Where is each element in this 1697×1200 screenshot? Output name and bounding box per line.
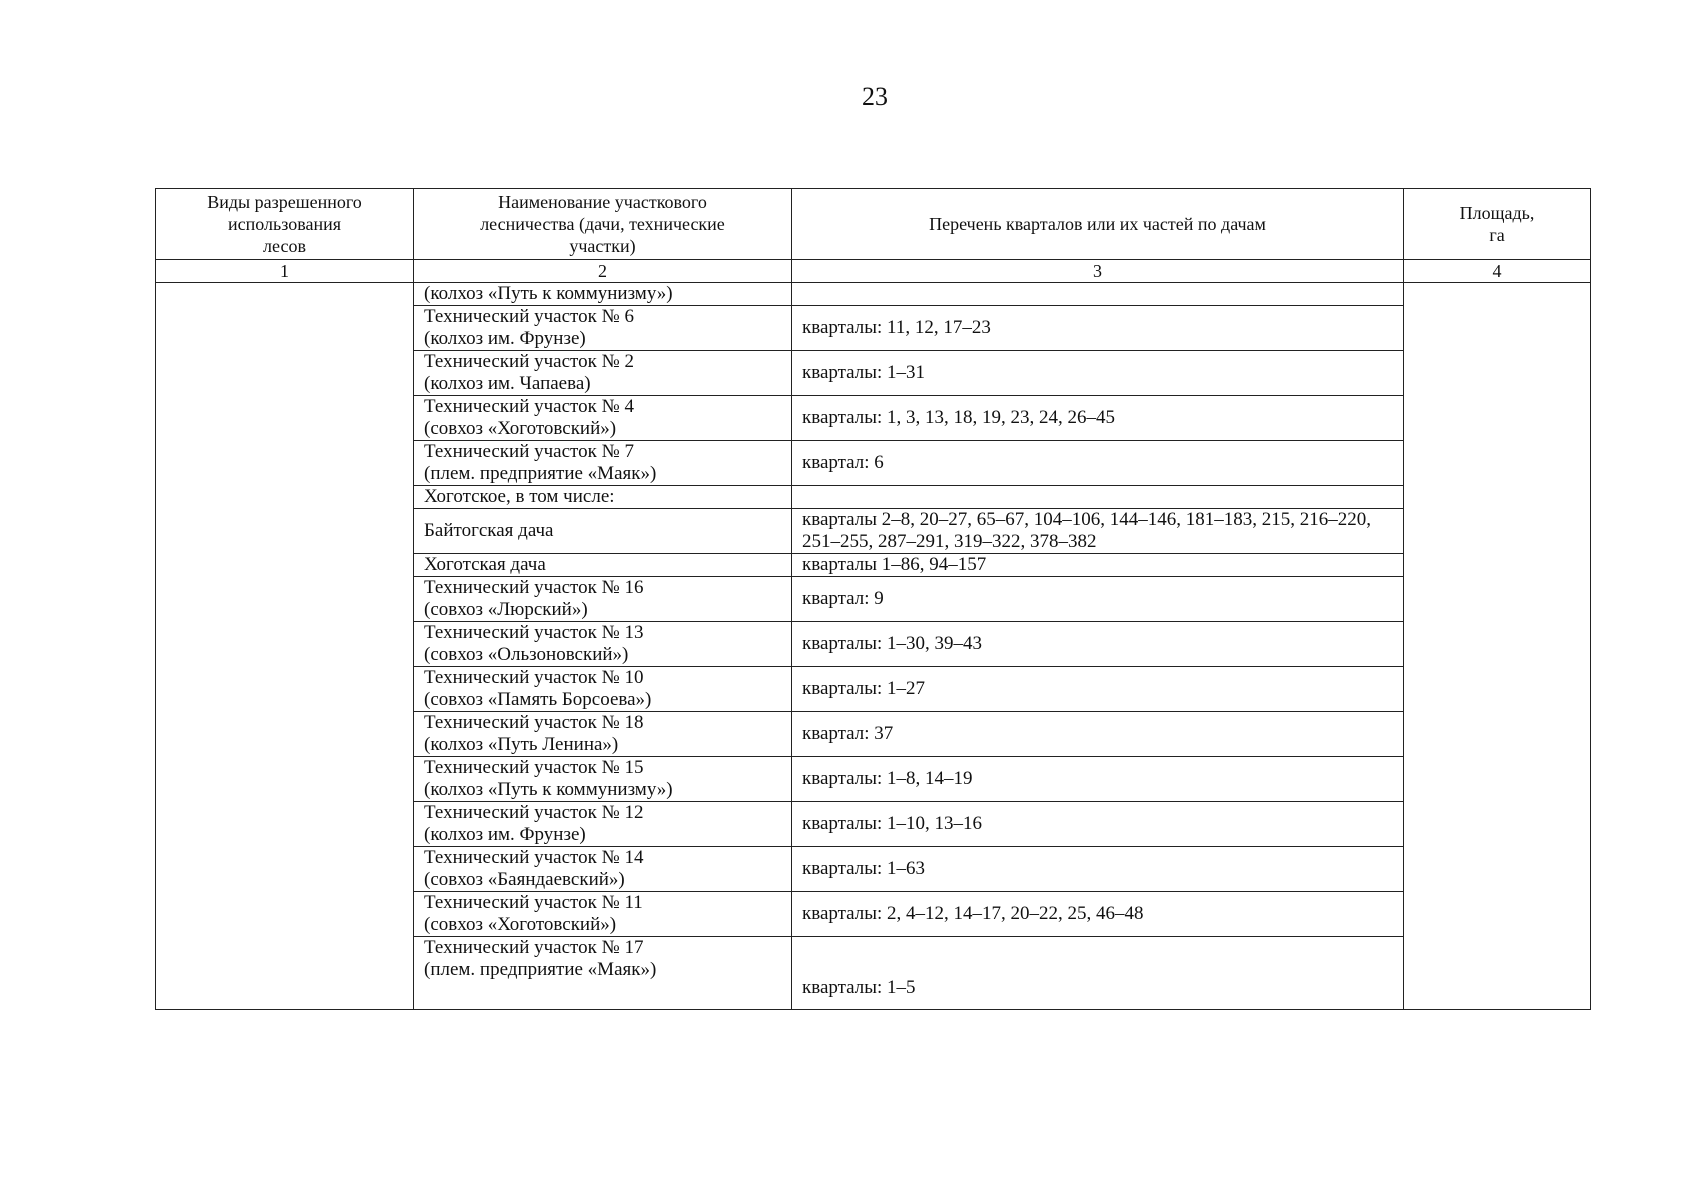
quarter-list-cell: квартал: 9 [792, 577, 1404, 622]
quarter-list-cell: кварталы: 1–8, 14–19 [792, 757, 1404, 802]
forestry-name-cell: Технический участок № 6 (колхоз им. Фрунзе) [414, 306, 792, 351]
forestry-name-cell: (колхоз «Путь к коммунизму») [414, 283, 792, 306]
forestry-name-cell: Технический участок № 11 (совхоз «Хоготовский») [414, 892, 792, 937]
header-area: Площадь, га [1404, 189, 1591, 260]
forest-quarters-table [155, 188, 1591, 1010]
quarter-list-cell: квартал: 6 [792, 441, 1404, 486]
quarter-list-cell: кварталы 2–8, 20–27, 65–67, 104–106, 144–146, 181–183, 215, 216–220, 251–255, 287–291, 319–322, 378–382 [792, 509, 1404, 554]
forestry-name-cell: Технический участок № 17 (плем. предприятие «Маяк») [414, 937, 792, 1010]
forest-use-type-cell [156, 283, 414, 1010]
quarter-list-cell: кварталы 1–86, 94–157 [792, 554, 1404, 577]
forestry-name-cell: Хоготская дача [414, 554, 792, 577]
quarter-list-cell: кварталы: 2, 4–12, 14–17, 20–22, 25, 46–48 [792, 892, 1404, 937]
quarter-list-cell: кварталы: 1–27 [792, 667, 1404, 712]
quarter-list-cell: кварталы: 1–30, 39–43 [792, 622, 1404, 667]
forestry-name-cell: Технический участок № 16 (совхоз «Люрский») [414, 577, 792, 622]
forestry-name-cell: Технический участок № 10 (совхоз «Память Борсоева») [414, 667, 792, 712]
quarter-list-cell [792, 486, 1404, 509]
quarter-list-cell: кварталы: 1–31 [792, 351, 1404, 396]
forestry-name-cell: Технический участок № 13 (совхоз «Ользоновский») [414, 622, 792, 667]
column-number: 2 [414, 260, 792, 283]
header-forest-use-types: Виды разрешенного использования лесов [156, 189, 414, 260]
header-quarter-list: Перечень кварталов или их частей по дачам [792, 189, 1404, 260]
table-header-row [156, 189, 1591, 260]
forestry-name-cell: Хоготское, в том числе: [414, 486, 792, 509]
forestry-name-cell: Технический участок № 7 (плем. предприятие «Маяк») [414, 441, 792, 486]
column-number-row [156, 260, 1591, 283]
forestry-name-cell: Байтогская дача [414, 509, 792, 554]
area-cell [1404, 283, 1591, 1010]
column-number: 4 [1404, 260, 1591, 283]
header-forestry-name: Наименование участкового лесничества (дачи, технические участки) [414, 189, 792, 260]
forestry-name-cell: Технический участок № 18 (колхоз «Путь Ленина») [414, 712, 792, 757]
forestry-name-cell: Технический участок № 2 (колхоз им. Чапаева) [414, 351, 792, 396]
quarter-list-cell: кварталы: 1–5 [792, 937, 1404, 1010]
quarter-list-cell: кварталы: 1–10, 13–16 [792, 802, 1404, 847]
quarter-list-cell [792, 283, 1404, 306]
column-number: 3 [792, 260, 1404, 283]
quarter-list-cell: кварталы: 11, 12, 17–23 [792, 306, 1404, 351]
forestry-name-cell: Технический участок № 14 (совхоз «Баяндаевский») [414, 847, 792, 892]
forestry-name-cell: Технический участок № 15 (колхоз «Путь к коммунизму») [414, 757, 792, 802]
quarter-list-cell: квартал: 37 [792, 712, 1404, 757]
forestry-name-cell: Технический участок № 12 (колхоз им. Фрунзе) [414, 802, 792, 847]
page-number: 23 [862, 82, 888, 111]
quarter-list-cell: кварталы: 1–63 [792, 847, 1404, 892]
forestry-name-cell: Технический участок № 4 (совхоз «Хоготовский») [414, 396, 792, 441]
table-row [156, 283, 1591, 306]
column-number: 1 [156, 260, 414, 283]
quarter-list-cell: кварталы: 1, 3, 13, 18, 19, 23, 24, 26–45 [792, 396, 1404, 441]
